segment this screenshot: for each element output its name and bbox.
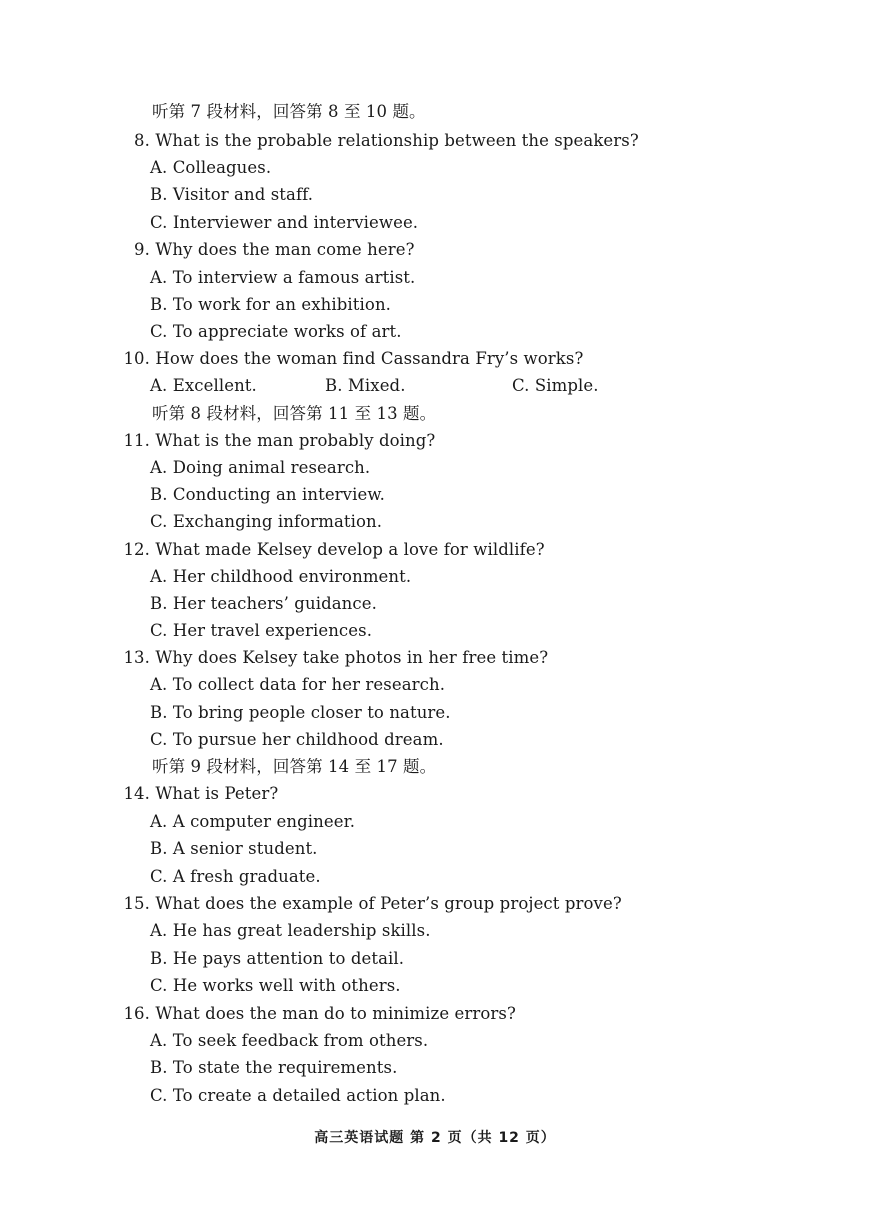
question-text: What is Peter?	[155, 784, 279, 803]
option-8c: C. Interviewer and interviewee.	[150, 213, 419, 232]
question-text: What does the example of Peter’s group project prove?	[155, 894, 622, 913]
question-text: Why does the man come here?	[155, 240, 415, 259]
question-number: 11.	[123, 431, 150, 450]
question-text: Why does Kelsey take photos in her free time?	[155, 648, 549, 667]
option-10b: B. Mixed.	[325, 376, 406, 395]
option-8b: B. Visitor and staff.	[150, 185, 314, 204]
option-16c: C. To create a detailed action plan.	[150, 1086, 446, 1105]
question-number: 10.	[123, 349, 150, 368]
option-15a: A. He has great leadership skills.	[150, 921, 431, 940]
question-8	[116, 131, 639, 151]
option-12a: A. Her childhood environment.	[150, 567, 412, 586]
question-text: What is the man probably doing?	[155, 431, 436, 450]
question-number: 14.	[123, 784, 150, 803]
question-number: 13.	[123, 648, 150, 667]
page-footer: 高三英语试题 第 2 页（共 12 页）	[314, 1130, 556, 1146]
option-9c: C. To appreciate works of art.	[150, 322, 402, 341]
section-heading-7: 听第 7 段材料，回答第 8 至 10 题。	[152, 102, 426, 121]
question-number: 16.	[123, 1004, 150, 1023]
option-10a: A. Excellent.	[150, 376, 257, 395]
option-11c: C. Exchanging information.	[150, 512, 383, 531]
option-13b: B. To bring people closer to nature.	[150, 703, 451, 722]
option-14c: C. A fresh graduate.	[150, 867, 321, 886]
option-16a: A. To seek feedback from others.	[150, 1031, 429, 1050]
question-15	[116, 894, 622, 914]
section-heading-9: 听第 9 段材料，回答第 14 至 17 题。	[152, 757, 437, 776]
question-text: What is the probable relationship between the speakers?	[155, 131, 639, 150]
option-14a: A. A computer engineer.	[150, 812, 356, 831]
question-text: What made Kelsey develop a love for wildlife?	[155, 540, 545, 559]
question-16	[116, 1004, 516, 1024]
option-13c: C. To pursue her childhood dream.	[150, 730, 444, 749]
question-number: 9.	[134, 240, 150, 259]
option-8a: A. Colleagues.	[150, 158, 272, 177]
option-10c: C. Simple.	[512, 376, 599, 395]
option-16b: B. To state the requirements.	[150, 1058, 398, 1077]
question-11	[116, 431, 435, 451]
option-11a: A. Doing animal research.	[150, 458, 371, 477]
question-text: What does the man do to minimize errors?	[155, 1004, 516, 1023]
question-9	[116, 240, 415, 260]
question-number: 15.	[123, 894, 150, 913]
option-11b: B. Conducting an interview.	[150, 485, 385, 504]
option-13a: A. To collect data for her research.	[150, 675, 446, 694]
option-14b: B. A senior student.	[150, 839, 318, 858]
question-14	[116, 784, 278, 804]
option-12b: B. Her teachers’ guidance.	[150, 594, 377, 613]
question-10	[116, 349, 583, 369]
question-12	[116, 540, 545, 560]
section-heading-8: 听第 8 段材料，回答第 11 至 13 题。	[152, 404, 437, 423]
question-13	[116, 648, 548, 668]
option-12c: C. Her travel experiences.	[150, 621, 373, 640]
option-15c: C. He works well with others.	[150, 976, 401, 995]
question-number: 12.	[123, 540, 150, 559]
option-9a: A. To interview a famous artist.	[150, 268, 416, 287]
option-15b: B. He pays attention to detail.	[150, 949, 405, 968]
option-9b: B. To work for an exhibition.	[150, 295, 392, 314]
question-text: How does the woman find Cassandra Fry’s works?	[155, 349, 584, 368]
question-number: 8.	[134, 131, 150, 150]
